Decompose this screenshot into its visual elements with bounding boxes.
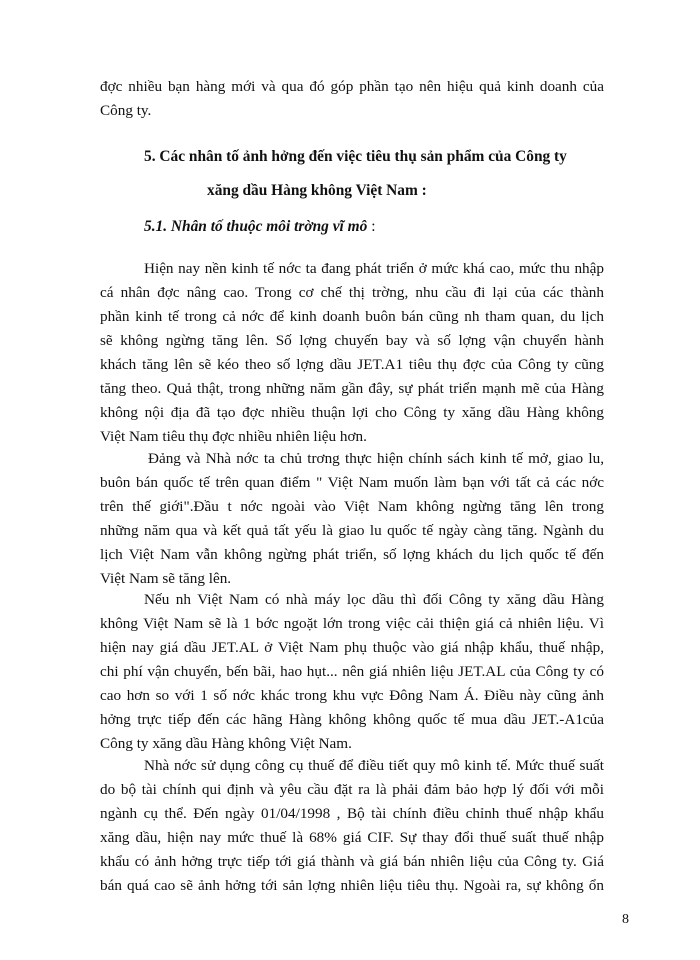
text-line: sẽ không ngừng tăng lên. Số lợng chuyến bay và số lợng vận chuyển hành	[100, 332, 604, 349]
text-line: Đảng và Nhà nớc ta chủ trơng thực hiện chính sách kinh tế mở, giao lu,	[148, 450, 604, 467]
paragraph-4	[100, 754, 604, 898]
text-line: Việt Nam tiêu thụ đợc nhiều nhiên liệu hơn.	[100, 428, 367, 445]
intro-paragraph	[100, 75, 604, 123]
text-line: không Việt Nam sẽ là 1 bớc ngoặt lớn trong việc cải thiện giá cả nhiên liệu. Vì	[100, 615, 604, 632]
text-line: Nếu nh Việt Nam có nhà máy lọc dầu thì đối Công ty xăng dầu Hàng	[144, 591, 604, 608]
text-line: bán quá cao sẽ ảnh hởng tới sản lợng nhiên liệu tiêu thụ. Ngoài ra, sự không ổn	[100, 877, 604, 894]
text-line: đợc nhiều bạn hàng mới và qua đó góp phần tạo nên hiệu quả kinh doanh của	[100, 78, 604, 95]
subsection-heading-colon: :	[367, 218, 376, 235]
text-line: xăng dầu, hiện nay mức thuế là 68% giá CIF. Sự thay đổi thuế suất thuế nhập	[100, 829, 604, 846]
text-line: Công ty xăng dầu Hàng không Việt Nam.	[100, 735, 352, 752]
text-line: cao hơn so với 1 số nớc khác trong khu vực Đông Nam Á. Điều này cũng ảnh	[100, 687, 604, 704]
text-line: hiện nay giá dầu JET.AL ở Việt Nam phụ thuộc vào giá nhập khẩu, thuế nhập,	[100, 639, 604, 656]
text-line: chi phí vận chuyển, bến bãi, hao hụt... nên giá nhiên liệu JET.AL của Công ty có	[100, 663, 604, 680]
text-line: ngành cụ thể. Đến ngày 01/04/1998 , Bộ tài chính điều chỉnh thuế nhập khẩu	[100, 805, 604, 822]
paragraph-1	[100, 257, 604, 449]
text-line: cá nhân đợc nâng cao. Trong cơ chế thị trờng, nhu cầu đi lại của các thành	[100, 284, 604, 301]
text-line: những năm qua và kết quả tất yếu là giao lu quốc tế ngày càng tăng. Ngành du	[100, 522, 604, 539]
paragraph-2	[100, 447, 604, 591]
text-line: không nội địa đã tạo đợc nhiều thuận lợi cho Công ty xăng dầu Hàng không	[100, 404, 604, 421]
text-line: do bộ tài chính qui định và yêu cầu đặt ra là phải đảm bảo hợp lý đối với mỗi	[100, 781, 604, 798]
text-line: khẩu có ảnh hởng trực tiếp tới giá thành và giá bán nhiên liệu của Công ty. Giá	[100, 853, 604, 870]
text-line: buôn bán quốc tế trên quan điểm " Việt Nam muốn làm bạn với tất cả các nớc	[100, 474, 604, 491]
page-number: 8	[622, 912, 629, 927]
text-line: Nhà nớc sử dụng công cụ thuế để điều tiết quy mô kinh tế. Mức thuế suất	[144, 757, 604, 774]
text-line: tăng theo. Quả thật, trong những năm gần đây, sự phát triển mạnh mẽ của Hàng	[100, 380, 604, 397]
text-line: Công ty.	[100, 102, 152, 119]
text-line: trên thế giới".Đầu t nớc ngoài vào Việt Nam không ngừng tăng lên trong	[100, 498, 604, 515]
text-line: Hiện nay nền kinh tế nớc ta đang phát triển ở mức khá cao, mức thu nhập	[144, 260, 604, 277]
text-line: hởng trực tiếp đến các hãng Hàng không không quốc tế mua dầu JET.-A1của	[100, 711, 604, 728]
text-line: Việt Nam sẽ tăng lên.	[100, 570, 232, 587]
subsection-heading	[144, 215, 375, 239]
text-line: lịch Việt Nam vẫn không ngừng phát triển, số lợng khách du lịch quốc tế đến	[100, 546, 604, 563]
text-line: phần kinh tế trong cả nớc để kinh doanh buôn bán cũng nh tham quan, du lịch	[100, 308, 604, 325]
section-heading-line-2: xăng dầu Hàng không Việt Nam :	[207, 182, 427, 199]
section-heading-line-1: 5. Các nhân tố ảnh hởng đến việc tiêu thụ sản phẩm của Công ty	[144, 148, 567, 165]
subsection-heading-text: 5.1. Nhân tố thuộc môi trờng vĩ mô	[144, 218, 368, 235]
paragraph-3	[100, 588, 604, 756]
text-line: khách tăng lên sẽ kéo theo số lợng dầu JET.A1 tiêu thụ đợc của Công ty cũng	[100, 356, 604, 373]
